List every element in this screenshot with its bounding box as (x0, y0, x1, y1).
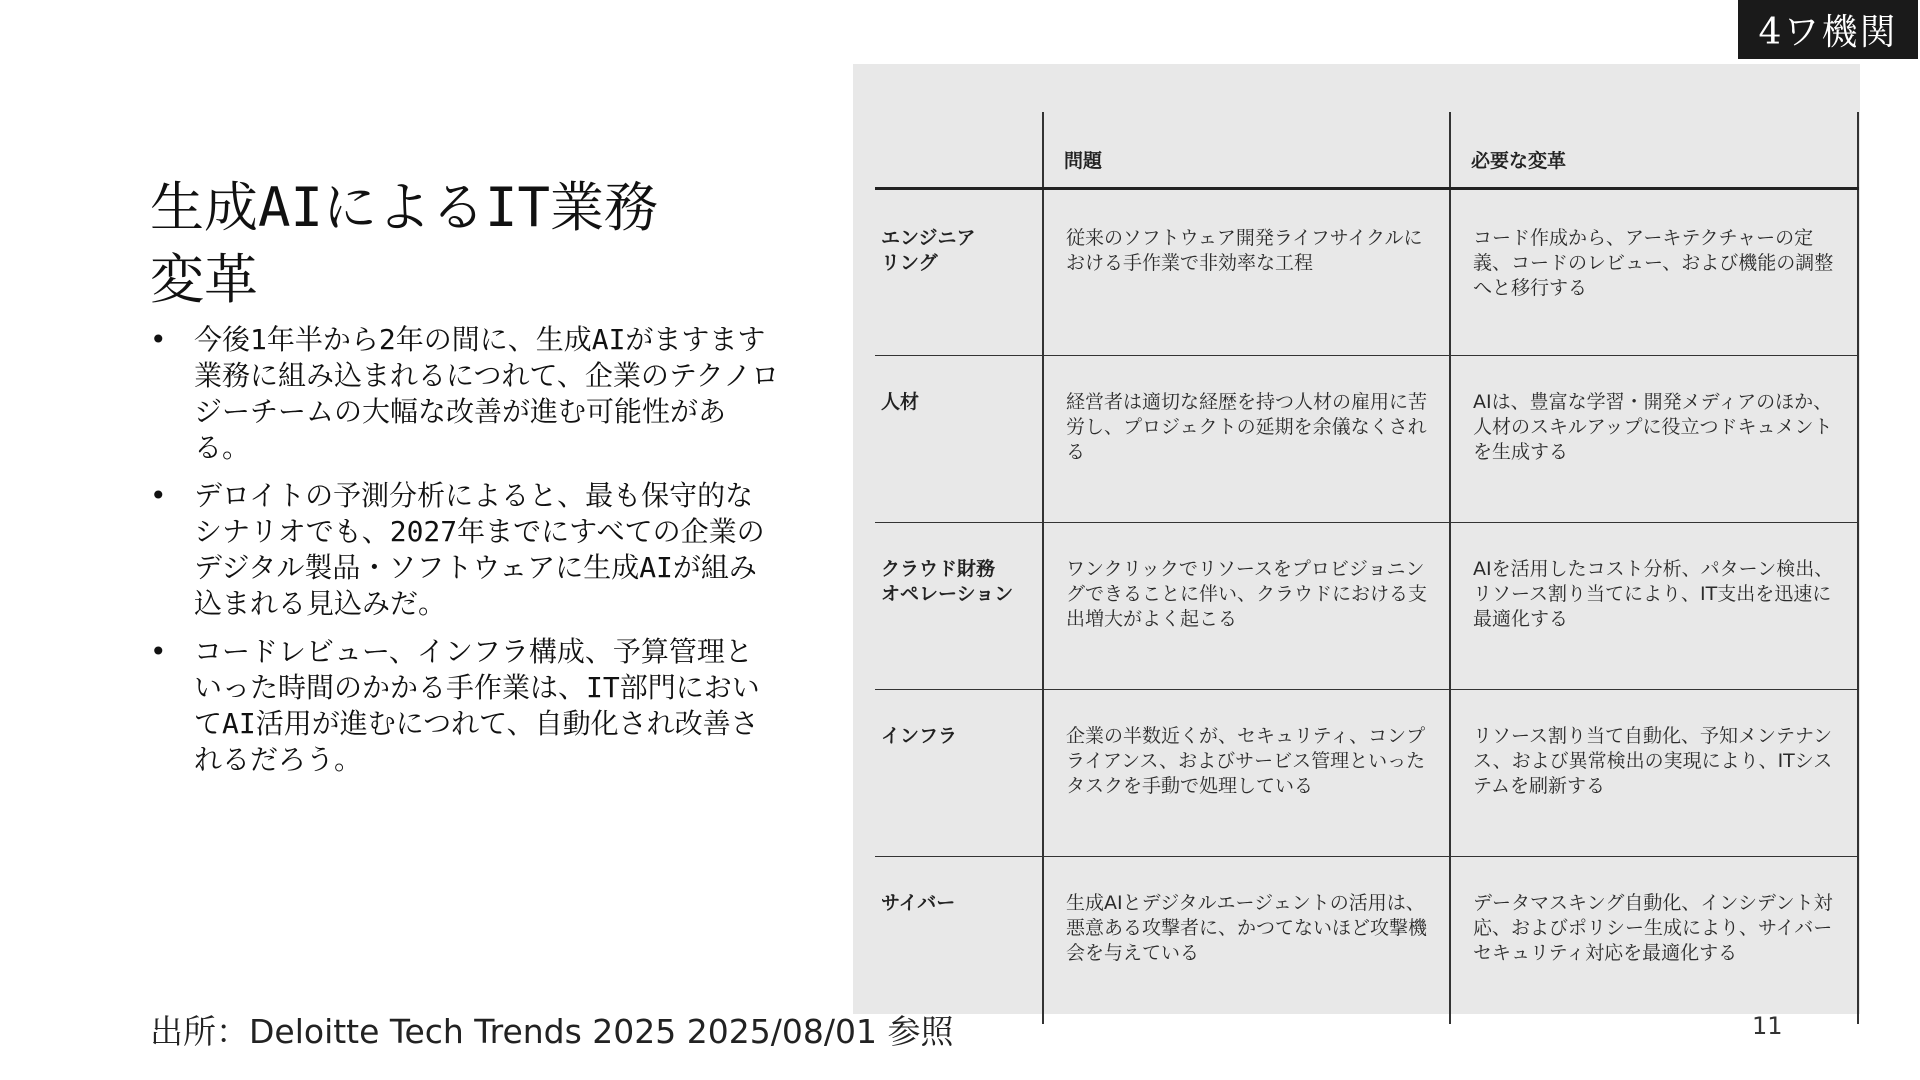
cell-problem: 従来のソフトウェア開発ライフサイクルにおける手作業で非効率な工程 (1043, 189, 1450, 356)
slide-title-line2: 変革 (150, 248, 258, 311)
table-row (875, 690, 1858, 857)
cell-change: リソース割り当て自動化、予知メンテナンス、および異常検出の実現により、ITシステムを刷新する (1450, 690, 1858, 857)
cell-change: AIを活用したコスト分析、パターン検出、リソース割り当てにより、IT支出を迅速に最適化する (1450, 523, 1858, 690)
area-line1: クラウド財務 (881, 558, 996, 580)
cell-change: データマスキング自動化、インシデント対応、およびポリシー生成により、サイバーセキュリティ対応を最適化する (1450, 857, 1858, 1024)
area-line2: リング (881, 252, 938, 274)
cell-area (875, 523, 1043, 690)
table-header-row (875, 112, 1858, 189)
bullet-item: • コードレビュー、インフラ構成、予算管理といった時間のかかる手作業は、IT部門においてAI活用が進むにつれて、自動化され改善されるだろう。 (150, 634, 780, 778)
cell-change: AIは、豊富な学習・開発メディアのほか、人材のスキルアップに役立つドキュメントを生成する (1450, 356, 1858, 523)
brand-logo (1738, 0, 1918, 59)
cell-problem: 生成AIとデジタルエージェントの活用は、悪意ある攻撃者に、かつてないほど攻撃機会を与えている (1043, 857, 1450, 1024)
header-change: 必要な変革 (1450, 112, 1858, 189)
page-number: 11 (1752, 1012, 1783, 1040)
area-line1: インフラ (881, 725, 958, 747)
header-problem: 問題 (1043, 112, 1450, 189)
slide-title-line1: 生成AIによるIT業務 (150, 176, 659, 239)
table-row (875, 523, 1858, 690)
area-line1: サイバー (881, 892, 956, 914)
bullet-item: • 今後1年半から2年の間に、生成AIがますます業務に組み込まれるにつれて、企業のテクノロジーチームの大幅な改善が進む可能性がある。 (150, 322, 780, 466)
cell-problem: 企業の半数近くが、セキュリティ、コンプライアンス、およびサービス管理といったタスクを手動で処理している (1043, 690, 1450, 857)
bullet-item: • デロイトの予測分析によると、最も保守的なシナリオでも、2027年までにすべての企業のデジタル製品・ソフトウェアに生成AIが組み込まれる見込みだ。 (150, 478, 780, 622)
table-row (875, 857, 1858, 1024)
area-line2: オペレーション (881, 583, 1014, 605)
source-citation: 出所：Deloitte Tech Trends 2025 2025/08/01 参照 (150, 1012, 954, 1051)
cell-area (875, 189, 1043, 356)
table-panel (853, 64, 1860, 1014)
area-line1: エンジニア (881, 227, 976, 249)
transformation-table (875, 112, 1859, 1024)
table-row (875, 356, 1858, 523)
header-area (875, 112, 1043, 189)
slide-title (150, 172, 770, 316)
cell-problem: ワンクリックでリソースをプロビジョニングできることに伴い、クラウドにおける支出増大がよく起こる (1043, 523, 1450, 690)
table-row (875, 189, 1858, 356)
cell-area (875, 690, 1043, 857)
area-line1: 人材 (881, 391, 920, 413)
brand-logo-text: 4ワ機関 (1758, 12, 1898, 53)
cell-area (875, 857, 1043, 1024)
bullet-list (150, 322, 780, 790)
cell-area (875, 356, 1043, 523)
cell-change: コード作成から、アーキテクチャーの定義、コードのレビュー、および機能の調整へと移行する (1450, 189, 1858, 356)
cell-problem: 経営者は適切な経歴を持つ人材の雇用に苦労し、プロジェクトの延期を余儀なくされる (1043, 356, 1450, 523)
